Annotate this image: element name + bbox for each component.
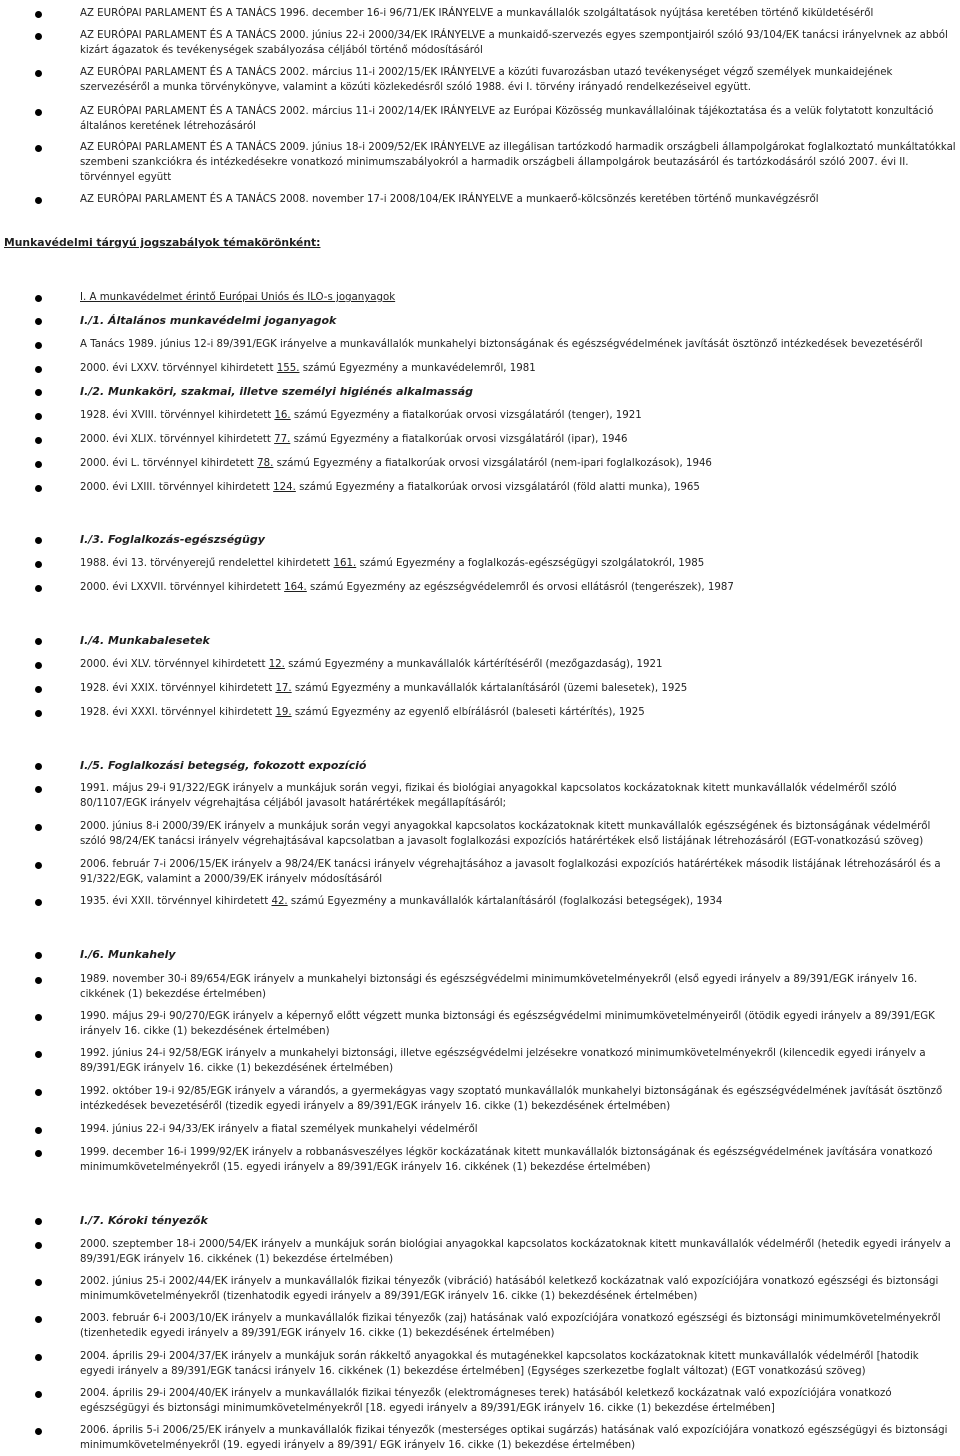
bullet-icon — [35, 977, 42, 984]
bullet-icon — [35, 109, 42, 116]
list-item-text: AZ EURÓPAI PARLAMENT ÉS A TANÁCS 1996. december 16-i 96/71/EK IRÁNYELVE a munkavállalók szolgáltatások nyújtása keretében történő kiküldetéséről — [80, 8, 874, 19]
list-item — [80, 858, 956, 888]
list-item-text-post: számú Egyezmény a fiatalkorúak orvosi vizsgálatáról (ipar), 1946 — [290, 434, 628, 445]
bullet-icon — [35, 295, 42, 302]
bullet-icon — [35, 342, 42, 349]
subsection-title — [80, 634, 956, 650]
section-heading: Munkavédelmi tárgyú jogszabályok témakörönként: — [4, 236, 321, 249]
list-item — [80, 1387, 956, 1417]
list-item-text-pre: 1935. évi XXII. törvénnyel kihirdetett — [80, 896, 272, 907]
convention-number-link[interactable]: 17. — [275, 683, 292, 694]
subsection-title-text: I./1. Általános munkavédelmi joganyagok — [80, 314, 337, 327]
list-item-text-post: számú Egyezmény a munkavédelemről, 1981 — [299, 363, 536, 374]
bullet-icon — [35, 786, 42, 793]
bullet-icon — [35, 952, 42, 959]
list-item — [80, 409, 956, 424]
bullet-icon — [35, 366, 42, 373]
list-item-text: 2006. április 5-i 2006/25/EK irányelv a munkavállalók fizikai tényezők (mesterséges optikai sugárzás) hatásának való expozíciójára vonatkozó egészségügyi és biztonsági minimumkövetelményekről (19. egyedi irányelv a 89/391/ EGK irányelv 16. cikke (1) bekezdése értelmében) — [80, 1425, 948, 1451]
subsection-title-text: I./3. Foglalkozás-egészségügy — [80, 533, 265, 546]
bullet-icon — [35, 197, 42, 204]
list-item-text-pre: 2000. évi LXXVII. törvénnyel kihirdetett — [80, 582, 285, 593]
list-item-text: 1992. október 19-i 92/85/EGK irányelv a várandós, a gyermekágyas vagy szoptató munkavállalók munkahelyi biztonságának és egészségvédelmének javítását ösztönző intézkedések bevezetéséről (tizedik egyedi irányelv a 89/391/EGK irányelv 16. cikke (1) bekezdésének értelmében) — [80, 1086, 943, 1112]
list-item — [80, 433, 956, 448]
list-item-text-pre: 2000. évi XLV. törvénnyel kihirdetett — [80, 659, 269, 670]
list-item — [80, 7, 956, 22]
list-item-text: AZ EURÓPAI PARLAMENT ÉS A TANÁCS 2008. november 17-i 2008/104/EK IRÁNYELVE a munkaerő-kölcsönzés keretében történő munkavégzésről — [80, 194, 819, 205]
subsection-title-text: I./6. Munkahely — [80, 948, 176, 961]
bullet-icon — [35, 585, 42, 592]
list-item — [80, 782, 956, 812]
list-item-text: 1990. május 29-i 90/270/EGK irányelv a képernyő előtt végzett munka biztonsági és egészségvédelmi minimumkövetelményeiről (ötödik egyedi irányelv a 89/391/EGK irányelv 16. cikke (1) bekezdésének értelmében) — [80, 1011, 935, 1037]
list-item-text: 1999. december 16-i 1999/92/EK irányelv a robbanásveszélyes légkör kockázatának kitett munkavállalók biztonságának és egészségvédelmének javítására vonatkozó minimumkövetelményekről (15. egyedi irányelv a 89/391/EGK irányelv 16. cikkének (1) bekezdése értelmében) — [80, 1147, 933, 1173]
list-item-text: 1992. június 24-i 92/58/EGK irányelv a munkahelyi biztonsági, illetve egészségvédelmi jelzésekre vonatkozó minimumkövetelményekről (kilencedik egyedi irányelv a 89/391/EGK irányelv 16. cikke (1) bekezdésének értelmében) — [80, 1048, 926, 1074]
list-item — [80, 557, 956, 572]
subsection-title-text: I./5. Foglalkozási betegség, fokozott expozíció — [80, 759, 367, 772]
list-item-text: 1989. november 30-i 89/654/EGK irányelv a munkahelyi biztonsági és egészségvédelmi minimumkövetelményekről (első egyedi irányelv a 89/391/EGK irányelv 16. cikkének (1) bekezdése értelmében) — [80, 974, 918, 1000]
list-item-text: AZ EURÓPAI PARLAMENT ÉS A TANÁCS 2000. június 22-i 2000/34/EK IRÁNYELVE a munkaidő-szervezés egyes szempontjairól szóló 93/104/EK tanácsi irányelvnek az abból kizárt ágazatok és tevékenységek szabályozása céljából történő módosításáról — [80, 30, 948, 56]
list-item — [80, 1275, 956, 1305]
list-item-text: 2006. február 7-i 2006/15/EK irányelv a 98/24/EK tanácsi irányelv végrehajtásához a javasolt foglalkozási expozíciós határértékek második listájának létrehozásáról és a 91/322/EGK, valamint a 2000/39/EK irányelv módosításáról — [80, 859, 941, 885]
bullet-icon — [35, 437, 42, 444]
list-item — [80, 706, 956, 721]
subsection-title — [80, 759, 956, 775]
subsection-title — [80, 314, 956, 330]
convention-number-link[interactable]: 161. — [333, 558, 357, 569]
bullet-icon — [35, 1279, 42, 1286]
list-item — [80, 895, 956, 910]
list-item — [80, 1146, 956, 1176]
list-item — [80, 1424, 956, 1454]
list-item — [80, 682, 956, 697]
list-item-text: A Tanács 1989. június 12-i 89/391/EGK irányelve a munkavállalók munkahelyi biztonságának és egészségvédelmének javítását ösztönző intézkedések bevezetéséről — [80, 339, 923, 350]
list-item-text-post: számú Egyezmény az egyenlő elbírálásról (baleseti kártérítés), 1925 — [291, 707, 645, 718]
bullet-icon — [35, 1391, 42, 1398]
bullet-icon — [35, 1014, 42, 1021]
bullet-icon — [35, 537, 42, 544]
bullet-icon — [35, 862, 42, 869]
bullet-icon — [35, 1242, 42, 1249]
list-item-text-post: számú Egyezmény a munkavállalók kártalanításáról (üzemi balesetek), 1925 — [291, 683, 688, 694]
list-item — [80, 338, 956, 353]
convention-number-link[interactable]: 164. — [284, 582, 307, 593]
list-item — [80, 820, 956, 850]
list-item-text: 2000. szeptember 18-i 2000/54/EK irányelv a munkájuk során biológiai anyagokkal kapcsolatos kockázatoknak kitett munkavállalók védelméről (hetedik egyedi irányelv a 89/391/EGK irányelv 16. cikkének (1) bekezdése értelmében) — [80, 1239, 951, 1265]
subsection-title-text: I./2. Munkaköri, szakmai, illetve személyi higiénés alkalmasság — [80, 385, 474, 398]
list-item — [80, 481, 956, 496]
list-item-text-post: számú Egyezmény a fiatalkorúak orvosi vizsgálatáról (nem-ipari foglalkozások), 1946 — [273, 458, 712, 469]
list-item — [80, 581, 956, 596]
list-item-text: AZ EURÓPAI PARLAMENT ÉS A TANÁCS 2009. június 18-i 2009/52/EK IRÁNYELVE az illegálisan tartózkodó harmadik országbeli állampolgárokat foglalkoztató munkáltatókkal szembeni szankciókra és intézkedésekre vonatkozó minimumszabályokról a harmadik országbeli állampolgárok beutazásáról és tartózkodásáról szóló 2007. évi II. törvénnyel együtt — [80, 142, 956, 183]
subsection-title-text: I./7. Kóroki tényezők — [80, 1214, 208, 1227]
list-item-text: 2002. június 25-i 2002/44/EK irányelv a munkavállalók fizikai tényezők (vibráció) hatásából keletkező kockázatnak való expozíciójára vonatkozó egészségi és biztonsági minimumkövetelményekről (tizenhatodik egyedi irányelv a 89/391/EGK irányelv 16. cikke (1) bekezdésének értelmében) — [80, 1276, 939, 1302]
list-item-text: AZ EURÓPAI PARLAMENT ÉS A TANÁCS 2002. március 11-i 2002/15/EK IRÁNYELVE a közúti fuvarozásban utazó tevékenységet végző személyek munkaidejének szervezéséről a munka törvénykönyve, valamint a közúti közlekedésről szóló 1988. évi I. törvény irányadó rendelkezéseivel együtt. — [80, 67, 893, 93]
list-item-text-post: számú Egyezmény a fiatalkorúak orvosi vizsgálatáról (föld alatti munka), 1965 — [295, 482, 700, 493]
bullet-icon — [35, 686, 42, 693]
list-item — [80, 457, 956, 472]
list-item-text-pre: 2000. évi XLIX. törvénnyel kihirdetett — [80, 434, 275, 445]
list-item — [80, 973, 956, 1003]
list-item — [80, 141, 956, 185]
list-item-text-pre: 1988. évi 13. törvényerejű rendelettel kihirdetett — [80, 558, 334, 569]
list-item-text: 2003. február 6-i 2003/10/EK irányelv a munkavállalók fizikai tényezők (zaj) hatásának való expozíciójára vonatkozó egészségi és biztonsági minimumkövetelményekről (tizenhetedik egyedi irányelv a 89/391/EGK irányelv 16. cikke (1) bekezdésének értelmében) — [80, 1313, 941, 1339]
list-item-text: AZ EURÓPAI PARLAMENT ÉS A TANÁCS 2002. március 11-i 2002/14/EK IRÁNYELVE az Európai Közösség munkavállalóinak tájékoztatása és a velük folytatott konzultáció általános keretének létrehozásáról — [80, 106, 934, 132]
list-item-text-post: számú Egyezmény a fiatalkorúak orvosi vizsgálatáról (tenger), 1921 — [290, 410, 642, 421]
list-item-text-pre: 1928. évi XXXI. törvénnyel kihirdetett — [80, 707, 276, 718]
bullet-icon — [35, 1150, 42, 1157]
list-item — [80, 1350, 956, 1380]
list-item — [80, 658, 956, 673]
list-item-text-post: számú Egyezmény az egészségvédelemről és orvosi ellátásról (tengerészek), 1987 — [306, 582, 734, 593]
bullet-icon — [35, 11, 42, 18]
convention-number-link[interactable]: 77. — [274, 434, 291, 445]
subsection-title — [80, 533, 956, 549]
convention-number-link[interactable]: 12. — [268, 659, 285, 670]
subsection-title-text: I./4. Munkabalesetek — [80, 634, 210, 647]
bullet-icon — [35, 33, 42, 40]
list-item — [80, 362, 956, 377]
list-item-text: 1994. június 22-i 94/33/EK irányelv a fiatal személyek munkahelyi védelméről — [80, 1124, 478, 1135]
list-item-text-post: számú Egyezmény a munkavállalók kártérítéséről (mezőgazdaság), 1921 — [284, 659, 663, 670]
convention-number-link[interactable]: 124. — [273, 482, 296, 493]
convention-number-link[interactable]: 16. — [274, 410, 291, 421]
bullet-icon — [35, 318, 42, 325]
bullet-icon — [35, 145, 42, 152]
bullet-icon — [35, 461, 42, 468]
list-item — [80, 1047, 956, 1077]
bullet-icon — [35, 662, 42, 669]
list-item — [80, 1312, 956, 1342]
bullet-icon — [35, 1428, 42, 1435]
list-item-text: 1991. május 29-i 91/322/EGK irányelv a munkájuk során vegyi, fizikai és biológiai anyagokkal kapcsolatos kockázatoknak kitett munkavállalók védelméről szóló 80/1107/EGK irányelv végrehajtása céljából javasolt határértékek megállapításáról; — [80, 783, 897, 809]
list-item — [80, 29, 956, 59]
topic-link-item[interactable] — [80, 291, 956, 306]
bullet-icon — [35, 1218, 42, 1225]
bullet-icon — [35, 70, 42, 77]
list-item-text: 2004. április 29-i 2004/40/EK irányelv a munkavállalók fizikai tényezők (elektromágneses terek) hatásából keletkező kockázatnak való expozíciójára vonatkozó egészségügyi és biztonsági minimumkövetelményekről [18. egyedi irányelv a 89/391/EGK irányelv 16. cikke (1) bekezdése értelmében] — [80, 1388, 892, 1414]
list-item — [80, 105, 956, 135]
bullet-icon — [35, 1316, 42, 1323]
list-item — [80, 193, 956, 208]
list-item-text-post: számú Egyezmény a foglalkozás-egészségügyi szolgálatokról, 1985 — [356, 558, 705, 569]
bullet-icon — [35, 824, 42, 831]
convention-number-link[interactable]: 19. — [275, 707, 292, 718]
bullet-icon — [35, 638, 42, 645]
list-item — [80, 1010, 956, 1040]
list-item-text-pre: 2000. évi L. törvénnyel kihirdetett — [80, 458, 258, 469]
bullet-icon — [35, 1051, 42, 1058]
list-item-text-pre: 2000. évi LXIII. törvénnyel kihirdetett — [80, 482, 274, 493]
list-item-text: 2000. június 8-i 2000/39/EK irányelv a munkájuk során vegyi anyagokkal kapcsolatos kockázatoknak kitett munkavállalók egészségének és biztonságának védelméről szóló 98/24/EK tanácsi irányelv végrehajtásával kapcsolatban a javasolt foglalkozási expozíciós határértékek első listájának létrehozásáról (EGT-vonatkozású szöveg) — [80, 821, 931, 847]
bullet-icon — [35, 413, 42, 420]
list-item — [80, 1123, 956, 1138]
subsection-title — [80, 385, 956, 401]
bullet-icon — [35, 1089, 42, 1096]
topic-link[interactable]: I. A munkavédelmet érintő Európai Uniós és ILO-s joganyagok — [80, 292, 396, 303]
convention-number-link[interactable]: 78. — [257, 458, 274, 469]
bullet-icon — [35, 1354, 42, 1361]
bullet-icon — [35, 561, 42, 568]
list-item-text-pre: 1928. évi XXIX. törvénnyel kihirdetett — [80, 683, 276, 694]
list-item-text: 2004. április 29-i 2004/37/EK irányelv a munkájuk során rákkeltő anyagokkal és mutagénekkel kapcsolatos kockázatoknak kitett munkavállalók védelméről [hatodik egyedi irányelv a 89/391/EGK tanácsi irányelv 16. cikkének (1) bekezdése értelmében] (Egységes szerkezetbe foglalt változat) (EGT vonatkozású szöveg) — [80, 1351, 919, 1377]
list-item — [80, 1085, 956, 1115]
convention-number-link[interactable]: 155. — [276, 363, 300, 374]
subsection-title — [80, 1214, 956, 1230]
bullet-icon — [35, 485, 42, 492]
subsection-title — [80, 948, 956, 964]
list-item — [80, 66, 956, 96]
list-item-text-pre: 2000. évi LXXV. törvénnyel kihirdetett — [80, 363, 277, 374]
list-item-text-pre: 1928. évi XVIII. törvénnyel kihirdetett — [80, 410, 275, 421]
bullet-icon — [35, 710, 42, 717]
bullet-icon — [35, 763, 42, 770]
bullet-icon — [35, 1127, 42, 1134]
list-item-text-post: számú Egyezmény a munkavállalók kártalanításáról (foglalkozási betegségek), 1934 — [287, 896, 723, 907]
list-item — [80, 1238, 956, 1268]
bullet-icon — [35, 389, 42, 396]
bullet-icon — [35, 899, 42, 906]
convention-number-link[interactable]: 42. — [271, 896, 288, 907]
